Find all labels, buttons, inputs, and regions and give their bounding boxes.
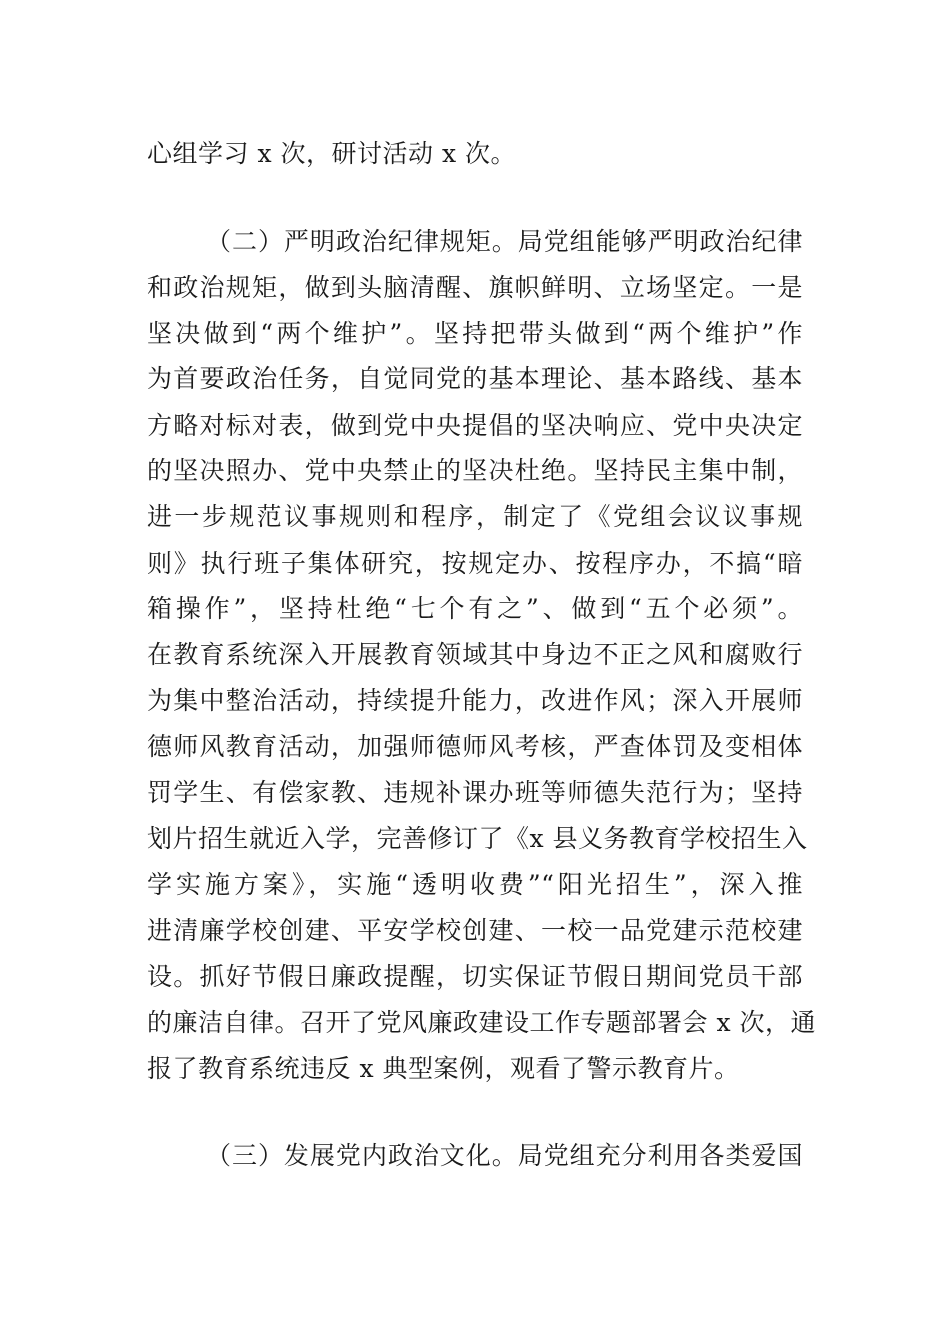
text-line: 的廉洁自律。召开了党风廉政建设工作专题部署会 x 次，通	[147, 1008, 816, 1037]
text-line: 设。抓好节假日廉政提醒，切实保证节假日期间党员干部	[147, 962, 803, 991]
section-heading-line: （三）发展党内政治文化。局党组充分利用各类爱国	[206, 1141, 803, 1170]
text-line: 在教育系统深入开展教育领域其中身边不正之风和腐败行	[147, 640, 803, 669]
text-line: 方略对标对表，做到党中央提倡的坚决响应、党中央决定	[147, 411, 803, 440]
text-line: 进清廉学校创建、平安学校创建、一校一品党建示范校建	[147, 916, 803, 945]
text-line: 报了教育系统违反 x 典型案例，观看了警示教育片。	[147, 1054, 740, 1083]
text-line: 心组学习 x 次，研讨活动 x 次。	[147, 139, 516, 168]
text-line: 德师风教育活动，加强师德师风考核，严查体罚及变相体	[147, 732, 803, 761]
text-line: 坚决做到“两个维护”。坚持把带头做到“两个维护”作	[147, 319, 803, 348]
text-line: 划片招生就近入学，完善修订了《x 县义务教育学校招生入	[147, 824, 808, 853]
text-line: 为集中整治活动，持续提升能力，改进作风；深入开展师	[147, 686, 803, 715]
text-line: 罚学生、有偿家教、违规补课办班等师德失范行为；坚持	[147, 778, 803, 807]
text-line: 则》执行班子集体研究，按规定办、按程序办，不搞“暗	[147, 549, 803, 578]
text-line: 为首要政治任务，自觉同党的基本理论、基本路线、基本	[147, 364, 803, 393]
text-line: 的坚决照办、党中央禁止的坚决杜绝。坚持民主集中制，	[147, 456, 803, 485]
text-line: 学实施方案》，实施“透明收费”“阳光招生”，深入推	[147, 870, 803, 899]
section-heading-line: （二）严明政治纪律规矩。局党组能够严明政治纪律	[206, 227, 803, 256]
text-line: 和政治规矩，做到头脑清醒、旗帜鲜明、立场坚定。一是	[147, 273, 803, 302]
text-line: 箱操作”，坚持杜绝“七个有之”、做到“五个必须”。	[147, 594, 803, 623]
text-line: 进一步规范议事规则和程序，制定了《党组会议议事规	[147, 502, 803, 531]
